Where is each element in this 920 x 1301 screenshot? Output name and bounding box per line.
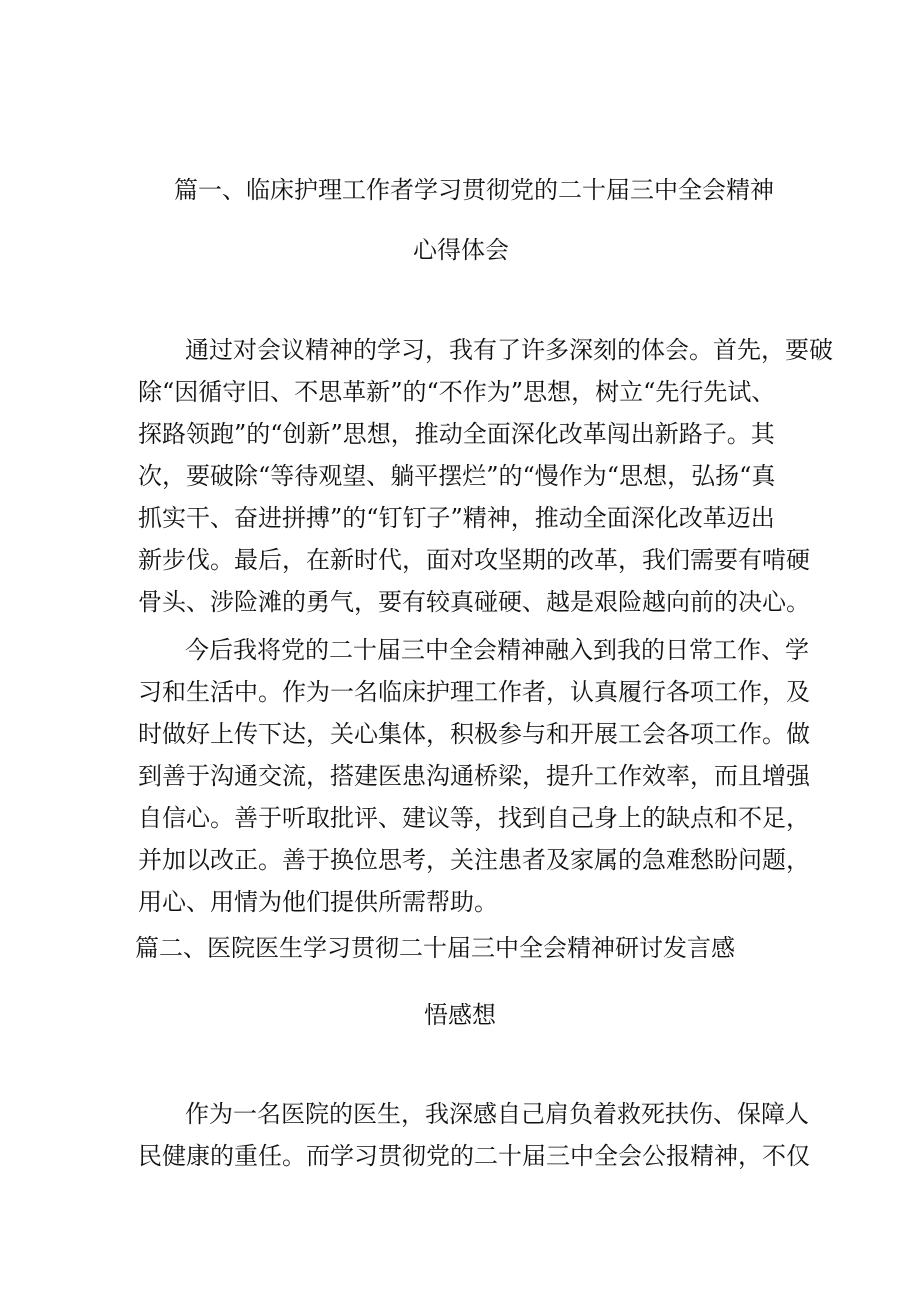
section1-paragraph1-line: 新步伐。最后，在新时代，面对攻坚期的改革，我们需要有啃硬 — [138, 546, 810, 574]
section2-paragraph1-line: 民健康的重任。而学习贯彻党的二十届三中全会公报精神，不仅 — [138, 1142, 810, 1170]
section1-paragraph1-line: 除“因循守旧、不思革新”的“不作为”思想，树立“先行先试、 — [138, 378, 776, 406]
section1-paragraph2-line: 时做好上传下达，关心集体，积极参与和开展工会各项工作。做 — [138, 720, 810, 748]
section2-title-line2: 悟感想 — [424, 1001, 496, 1029]
section1-paragraph2-line: 用心、用情为他们提供所需帮助。 — [138, 888, 498, 916]
section1-title-line1: 篇一、临床护理工作者学习贯彻党的二十届三中全会精神 — [174, 176, 774, 204]
section1-paragraph2-line: 自信心。善于听取批评、建议等，找到自己身上的缺点和不足， — [138, 804, 810, 832]
section1-paragraph1-line: 探路领跑”的“创新”思想，推动全面深化改革闯出新路子。其 — [138, 420, 775, 448]
section1-title-line2: 心得体会 — [413, 236, 509, 264]
section1-paragraph1-line: 骨头、涉险滩的勇气，要有较真碰硬、越是艰险越向前的决心。 — [138, 588, 810, 616]
section1-paragraph2-line: 并加以改正。善于换位思考，关注患者及家属的急难愁盼问题， — [138, 846, 810, 874]
section1-paragraph1-line: 通过对会议精神的学习，我有了许多深刻的体会。首先，要破 — [185, 336, 833, 364]
section1-paragraph1-line: 次，要破除“等待观望、躺平摆烂”的“慢作为“思想，弘扬“真 — [138, 462, 776, 490]
section1-paragraph2-line: 到善于沟通交流，搭建医患沟通桥梁，提升工作效率，而且增强 — [138, 762, 810, 790]
section1-paragraph1-line: 抓实干、奋进拼搏”的“钉钉子”精神，推动全面深化改革迈出 — [138, 504, 775, 532]
section2-title-line1: 篇二、医院医生学习贯彻二十届三中全会精神研讨发言感 — [135, 934, 735, 962]
section1-paragraph2-line: 今后我将党的二十届三中全会精神融入到我的日常工作、学 — [185, 636, 809, 664]
section2-paragraph1-line: 作为一名医院的医生，我深感自己肩负着救死扶伤、保障人 — [185, 1100, 809, 1128]
section1-paragraph2-line: 习和生活中。作为一名临床护理工作者，认真履行各项工作，及 — [138, 678, 810, 706]
